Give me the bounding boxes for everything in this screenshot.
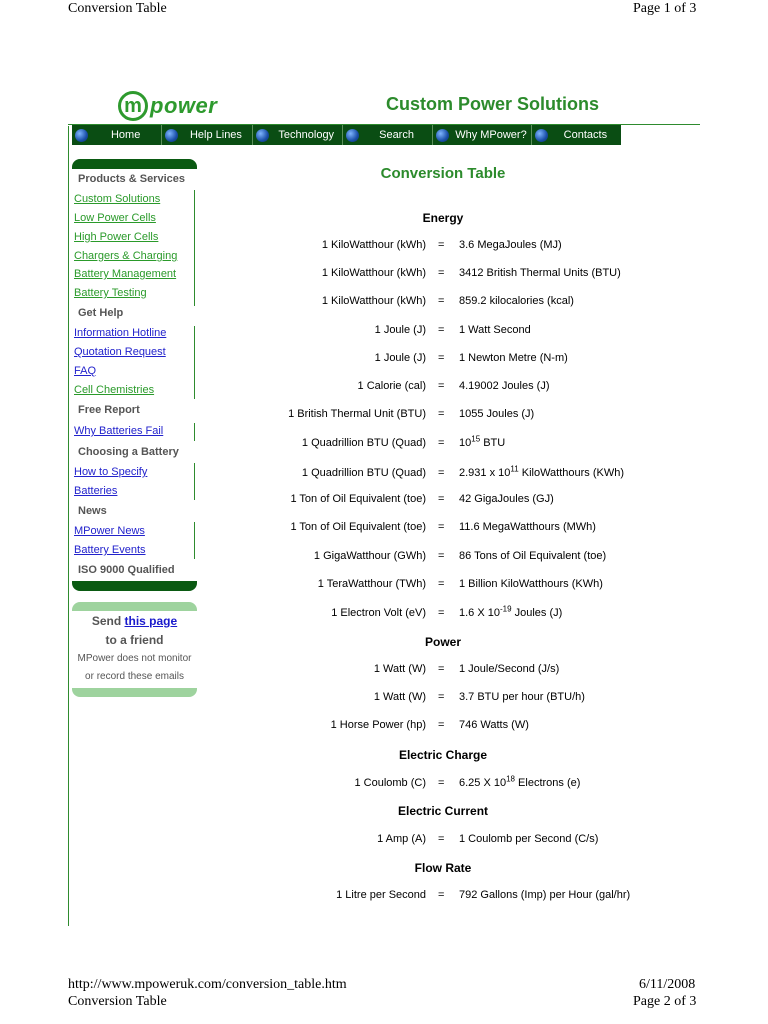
sidebar-link-low-power-cells[interactable]: Low Power Cells	[74, 212, 156, 224]
equals-sign: =	[438, 408, 445, 420]
equals-sign: =	[438, 352, 445, 364]
send-prefix: Send	[91, 614, 122, 628]
sidebar-link-battery-management[interactable]: Battery Management	[74, 268, 177, 280]
nav-bar	[72, 125, 621, 145]
row-right	[459, 774, 581, 789]
equals-sign: =	[438, 777, 445, 789]
send-note-2: or record these emails	[85, 671, 184, 682]
row-right: 4.19002 Joules (J)	[459, 380, 550, 392]
equals-sign: =	[438, 437, 445, 449]
equals-sign: =	[438, 324, 445, 336]
row-right: 86 Tons of Oil Equivalent (toe)	[459, 550, 607, 562]
sidebar-link-quotation-request[interactable]: Quotation Request	[74, 346, 166, 358]
row-right: 3412 British Thermal Units (BTU)	[459, 267, 621, 279]
sidebar-link-cell-chemistries[interactable]: Cell Chemistries	[74, 384, 155, 396]
nav-label: Search	[379, 129, 414, 141]
sidebar-link-custom-solutions[interactable]: Custom Solutions	[74, 193, 161, 205]
mpower-logo[interactable]	[118, 88, 217, 124]
nav-label: Contacts	[563, 129, 608, 141]
row-left: 1 Quadrillion BTU (Quad)	[301, 437, 426, 449]
table-row	[200, 691, 700, 707]
nav-home[interactable]	[72, 125, 162, 145]
section-electric-charge: Electric Charge	[398, 748, 488, 762]
row-right: 42 GigaJoules (GJ)	[459, 493, 554, 505]
tagline: Custom Power Solutions	[386, 94, 600, 114]
row-left: 1 KiloWatthour (kWh)	[321, 239, 426, 251]
section-flow-rate: Flow Rate	[414, 861, 472, 875]
logo-text: power	[150, 93, 218, 118]
row-right: 859.2 kilocalories (kcal)	[459, 295, 574, 307]
value-base: 6.25 X 10	[459, 777, 507, 789]
globe-icon	[75, 129, 88, 142]
equals-sign: =	[438, 691, 445, 703]
sidebar-link-why-batteries-fail[interactable]: Why Batteries Fail	[74, 425, 164, 437]
sidebar-heading-help: Get Help	[78, 307, 124, 319]
sidebar-divider	[194, 190, 195, 306]
equals-sign: =	[438, 833, 445, 845]
sidebar-link-batteries[interactable]: Batteries	[74, 485, 118, 497]
row-left: 1 Litre per Second	[336, 889, 426, 901]
row-left: 1 Electron Volt (eV)	[331, 607, 426, 619]
sidebar-link-mpower-news[interactable]: MPower News	[74, 525, 145, 537]
sidebar-heading-products: Products & Services	[78, 173, 185, 185]
row-left: 1 Ton of Oil Equivalent (toe)	[290, 493, 426, 505]
sidebar-heading-report: Free Report	[78, 404, 140, 416]
footer-title: Conversion Table	[68, 994, 167, 1009]
globe-icon	[535, 129, 548, 142]
nav-search[interactable]	[343, 125, 433, 145]
row-right: 3.7 BTU per hour (BTU/h)	[459, 691, 585, 703]
exponent: 18	[506, 774, 515, 784]
table-row	[200, 493, 700, 509]
footer-date: 6/11/2008	[639, 977, 696, 992]
equals-sign: =	[438, 550, 445, 562]
left-border	[68, 126, 69, 926]
equals-sign: =	[438, 239, 445, 251]
equals-sign: =	[438, 578, 445, 590]
equals-sign: =	[438, 663, 445, 675]
row-right	[459, 604, 563, 619]
table-row	[200, 663, 700, 679]
table-row	[200, 239, 700, 255]
send-box-bottom	[72, 688, 197, 697]
row-right: 1 Joule/Second (J/s)	[459, 663, 560, 675]
row-right	[459, 434, 506, 449]
row-right: 792 Gallons (Imp) per Hour (gal/hr)	[459, 889, 631, 901]
equals-sign: =	[438, 467, 445, 479]
table-row	[200, 267, 700, 283]
section-electric-current: Electric Current	[397, 804, 489, 818]
value-unit: Electrons (e)	[515, 777, 581, 789]
sidebar-iso: ISO 9000 Qualified	[78, 564, 175, 576]
logo-m-icon: m	[118, 91, 148, 121]
sidebar-link-high-power-cells[interactable]: High Power Cells	[74, 231, 159, 243]
globe-icon	[165, 129, 178, 142]
row-left: 1 TeraWatthour (TWh)	[317, 578, 426, 590]
table-row	[200, 833, 700, 849]
globe-icon	[346, 129, 359, 142]
footer-page-number: Page 2 of 3	[633, 994, 697, 1009]
sidebar-divider	[194, 423, 195, 441]
exponent: -19	[499, 604, 512, 614]
row-left: 1 Joule (J)	[374, 352, 426, 364]
value-unit: KiloWatthours (KWh)	[518, 467, 625, 479]
equals-sign: =	[438, 493, 445, 505]
sidebar-divider	[194, 326, 195, 399]
row-left: 1 Calorie (cal)	[357, 380, 426, 392]
table-row	[200, 719, 700, 735]
table-row	[200, 774, 700, 793]
row-left: 1 Joule (J)	[374, 324, 426, 336]
table-row	[200, 380, 700, 396]
equals-sign: =	[438, 719, 445, 731]
value-base: 10	[459, 437, 472, 449]
row-right: 1055 Joules (J)	[459, 408, 535, 420]
equals-sign: =	[438, 607, 445, 619]
equals-sign: =	[438, 295, 445, 307]
row-left: 1 KiloWatthour (kWh)	[321, 295, 426, 307]
sidebar-top-cap	[72, 159, 197, 169]
row-left: 1 Coulomb (C)	[354, 777, 426, 789]
sidebar-link-information-hotline[interactable]: Information Hotline	[74, 327, 167, 339]
footer-url: http://www.mpoweruk.com/conversion_table.htm	[68, 977, 347, 992]
row-left: 1 Quadrillion BTU (Quad)	[301, 467, 426, 479]
row-right: 1 Billion KiloWatthours (KWh)	[459, 578, 603, 590]
nav-why-mpower[interactable]	[433, 125, 532, 145]
table-row	[200, 550, 700, 566]
nav-label: Why MPower?	[455, 129, 527, 141]
row-right: 3.6 MegaJoules (MJ)	[459, 239, 562, 251]
value-unit: Joules (J)	[511, 607, 563, 619]
nav-label: Home	[110, 129, 141, 141]
row-right	[459, 464, 625, 479]
row-left: 1 Ton of Oil Equivalent (toe)	[290, 521, 426, 533]
row-right: 11.6 MegaWatthours (MWh)	[459, 521, 596, 533]
exponent: 11	[510, 464, 519, 474]
table-row	[200, 324, 700, 340]
equals-sign: =	[438, 380, 445, 392]
table-row	[200, 889, 700, 905]
sidebar-heading-choosing: Choosing a Battery	[78, 446, 179, 458]
section-power: Power	[424, 635, 461, 649]
send-note-1: MPower does not monitor	[77, 653, 192, 664]
exponent: 15	[471, 434, 481, 444]
row-left: 1 Watt (W)	[373, 663, 426, 675]
section-energy: Energy	[422, 211, 464, 225]
send-this-page-link[interactable]: this page	[124, 614, 178, 628]
nav-technology[interactable]	[253, 125, 343, 145]
table-row	[200, 464, 700, 483]
row-left: 1 British Thermal Unit (BTU)	[288, 408, 426, 420]
sidebar-link-battery-testing[interactable]: Battery Testing	[74, 287, 147, 299]
send-box-top	[72, 602, 197, 611]
value-base: 1.6 X 10	[459, 607, 500, 619]
row-right: 746 Watts (W)	[459, 719, 529, 731]
table-row	[200, 352, 700, 368]
equals-sign: =	[438, 521, 445, 533]
row-right: 1 Newton Metre (N-m)	[459, 352, 568, 364]
table-row	[200, 604, 700, 623]
nav-contacts[interactable]	[532, 125, 621, 145]
page-number: Page 1 of 3	[633, 1, 697, 16]
table-row	[200, 408, 700, 424]
nav-help-lines[interactable]	[162, 125, 252, 145]
sidebar-divider	[194, 522, 195, 559]
page-header-title: Conversion Table	[68, 1, 167, 16]
equals-sign: =	[438, 267, 445, 279]
nav-label: Help Lines	[189, 129, 242, 141]
globe-icon	[436, 129, 449, 142]
row-left: 1 GigaWatthour (GWh)	[313, 550, 426, 562]
row-left: 1 Watt (W)	[373, 691, 426, 703]
table-row	[200, 295, 700, 311]
sidebar-heading-news: News	[78, 505, 107, 517]
sidebar-link-how-to-specify[interactable]: How to Specify	[74, 466, 148, 478]
send-line2: to a friend	[105, 633, 164, 647]
equals-sign: =	[438, 889, 445, 901]
sidebar-divider	[194, 463, 195, 500]
page-title: Conversion Table	[380, 165, 506, 182]
table-row	[200, 434, 700, 453]
table-row	[200, 521, 700, 537]
row-left: 1 KiloWatthour (kWh)	[321, 267, 426, 279]
row-left: 1 Amp (A)	[377, 833, 426, 845]
sidebar-link-battery-events[interactable]: Battery Events	[74, 544, 146, 556]
sidebar-link-chargers[interactable]: Chargers & Charging	[74, 250, 178, 262]
value-base: 2.931 x 10	[459, 467, 511, 479]
table-row	[200, 578, 700, 594]
sidebar-bottom-cap	[72, 581, 197, 591]
send-page-line	[72, 614, 197, 628]
nav-label: Technology	[278, 129, 335, 141]
value-unit: BTU	[480, 437, 506, 449]
globe-icon	[256, 129, 269, 142]
row-right: 1 Watt Second	[459, 324, 531, 336]
row-right: 1 Coulomb per Second (C/s)	[459, 833, 599, 845]
row-left: 1 Horse Power (hp)	[330, 719, 426, 731]
sidebar-link-faq[interactable]: FAQ	[74, 365, 97, 377]
